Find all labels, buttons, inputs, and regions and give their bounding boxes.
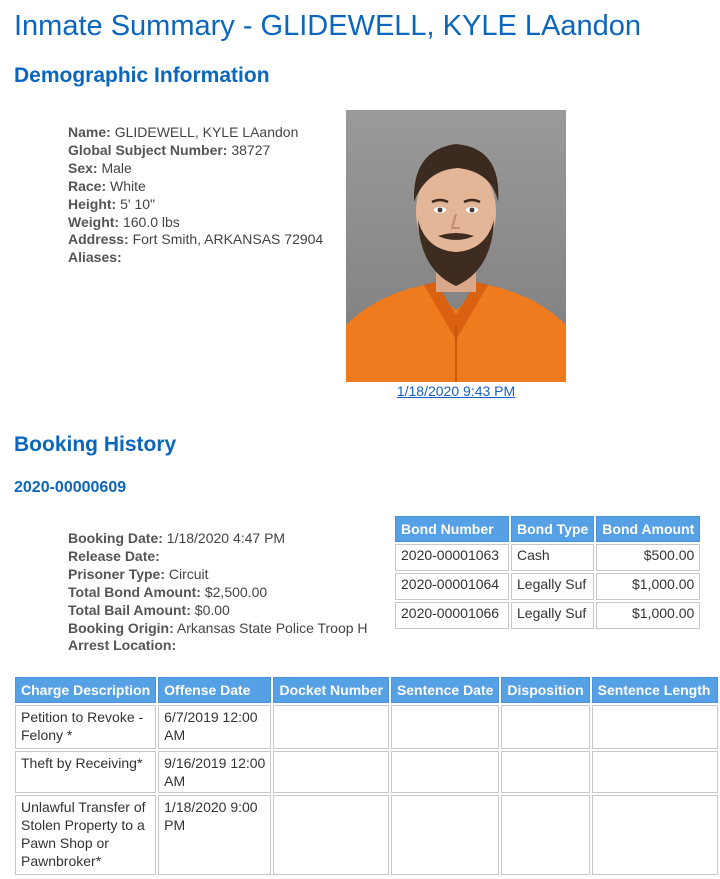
charge-description-cell: Petition to Revoke - Felony * bbox=[15, 705, 156, 749]
field-sex: Sex: Male bbox=[68, 159, 132, 176]
charges-table-header bbox=[15, 677, 718, 703]
field-booking-origin: Booking Origin: Arkansas State Police Troop H bbox=[68, 619, 368, 636]
sentence-length-cell bbox=[592, 705, 718, 749]
mugshot-illustration bbox=[346, 110, 566, 382]
bond-type-cell: Cash bbox=[511, 544, 594, 571]
disposition-cell bbox=[501, 705, 589, 749]
charge-description-cell: Unlawful Transfer of Stolen Property to a Pawn Shop or Pawnbroker* bbox=[15, 795, 156, 875]
page-title: Inmate Summary - GLIDEWELL, KYLE LAandon bbox=[14, 10, 641, 42]
docket-number-cell bbox=[273, 795, 388, 875]
field-address: Address: Fort Smith, ARKANSAS 72904 bbox=[68, 231, 324, 248]
field-race: Race: White bbox=[68, 177, 146, 194]
bond-table-header bbox=[395, 516, 700, 542]
table-row bbox=[15, 705, 718, 749]
mugshot-photo bbox=[346, 110, 566, 382]
field-aliases: Aliases: bbox=[68, 249, 122, 266]
field-name: Name: GLIDEWELL, KYLE LAandon bbox=[68, 124, 299, 140]
bond-type-header[interactable]: Bond Type bbox=[511, 516, 594, 542]
booking-fields bbox=[68, 530, 368, 655]
disposition-cell bbox=[501, 795, 589, 875]
charges-table bbox=[13, 675, 720, 877]
offense-date-cell: 6/7/2019 12:00 AM bbox=[158, 705, 271, 749]
sentence-length-cell bbox=[592, 751, 718, 793]
table-row bbox=[15, 795, 718, 875]
offense-date-cell: 9/16/2019 12:00 AM bbox=[158, 751, 271, 793]
bond-type-cell: Legally Suf bbox=[511, 602, 594, 629]
table-row bbox=[395, 544, 700, 571]
booking-number: 2020-00000609 bbox=[14, 479, 127, 496]
offense-date-header[interactable]: Offense Date bbox=[158, 677, 271, 703]
sentence-date-cell bbox=[391, 751, 499, 793]
booking-history-heading: Booking History bbox=[14, 433, 177, 456]
field-total-bond-amount: Total Bond Amount: $2,500.00 bbox=[68, 583, 268, 600]
sentence-length-header[interactable]: Sentence Length bbox=[592, 677, 718, 703]
docket-number-cell bbox=[273, 705, 388, 749]
field-booking-date: Booking Date: 1/18/2020 4:47 PM bbox=[68, 530, 286, 546]
bond-amount-header[interactable]: Bond Amount bbox=[596, 516, 700, 542]
charge-description-cell: Theft by Receiving* bbox=[15, 751, 156, 793]
bond-amount-cell: $1,000.00 bbox=[596, 573, 700, 600]
field-total-bail-amount: Total Bail Amount: $0.00 bbox=[68, 601, 230, 618]
charge-description-header[interactable]: Charge Description bbox=[15, 677, 156, 703]
sentence-date-cell bbox=[391, 795, 499, 875]
bond-table bbox=[393, 514, 702, 631]
bond-number-header[interactable]: Bond Number bbox=[395, 516, 509, 542]
demographic-heading: Demographic Information bbox=[14, 64, 270, 87]
field-arrest-location: Arrest Location: bbox=[68, 637, 177, 654]
bond-amount-cell: $1,000.00 bbox=[596, 602, 700, 629]
sentence-date-header[interactable]: Sentence Date bbox=[391, 677, 499, 703]
disposition-cell bbox=[501, 751, 589, 793]
bond-number-cell: 2020-00001066 bbox=[395, 602, 509, 629]
demographic-fields bbox=[68, 124, 323, 267]
docket-number-header[interactable]: Docket Number bbox=[273, 677, 388, 703]
disposition-header[interactable]: Disposition bbox=[501, 677, 589, 703]
table-row bbox=[395, 573, 700, 600]
field-global-subject-number: Global Subject Number: 38727 bbox=[68, 141, 271, 158]
photo-date-link[interactable]: 1/18/2020 9:43 PM bbox=[396, 383, 516, 399]
bond-amount-cell: $500.00 bbox=[596, 544, 700, 571]
table-row bbox=[15, 751, 718, 793]
bond-number-cell: 2020-00001063 bbox=[395, 544, 509, 571]
offense-date-cell: 1/18/2020 9:00 PM bbox=[158, 795, 271, 875]
field-prisoner-type: Prisoner Type: Circuit bbox=[68, 565, 209, 582]
field-height: Height: 5' 10" bbox=[68, 195, 155, 212]
field-release-date: Release Date: bbox=[68, 547, 160, 564]
bond-type-cell: Legally Suf bbox=[511, 573, 594, 600]
sentence-length-cell bbox=[592, 795, 718, 875]
field-weight: Weight: 160.0 lbs bbox=[68, 213, 180, 230]
table-row bbox=[395, 602, 700, 629]
docket-number-cell bbox=[273, 751, 388, 793]
bond-number-cell: 2020-00001064 bbox=[395, 573, 509, 600]
sentence-date-cell bbox=[391, 705, 499, 749]
